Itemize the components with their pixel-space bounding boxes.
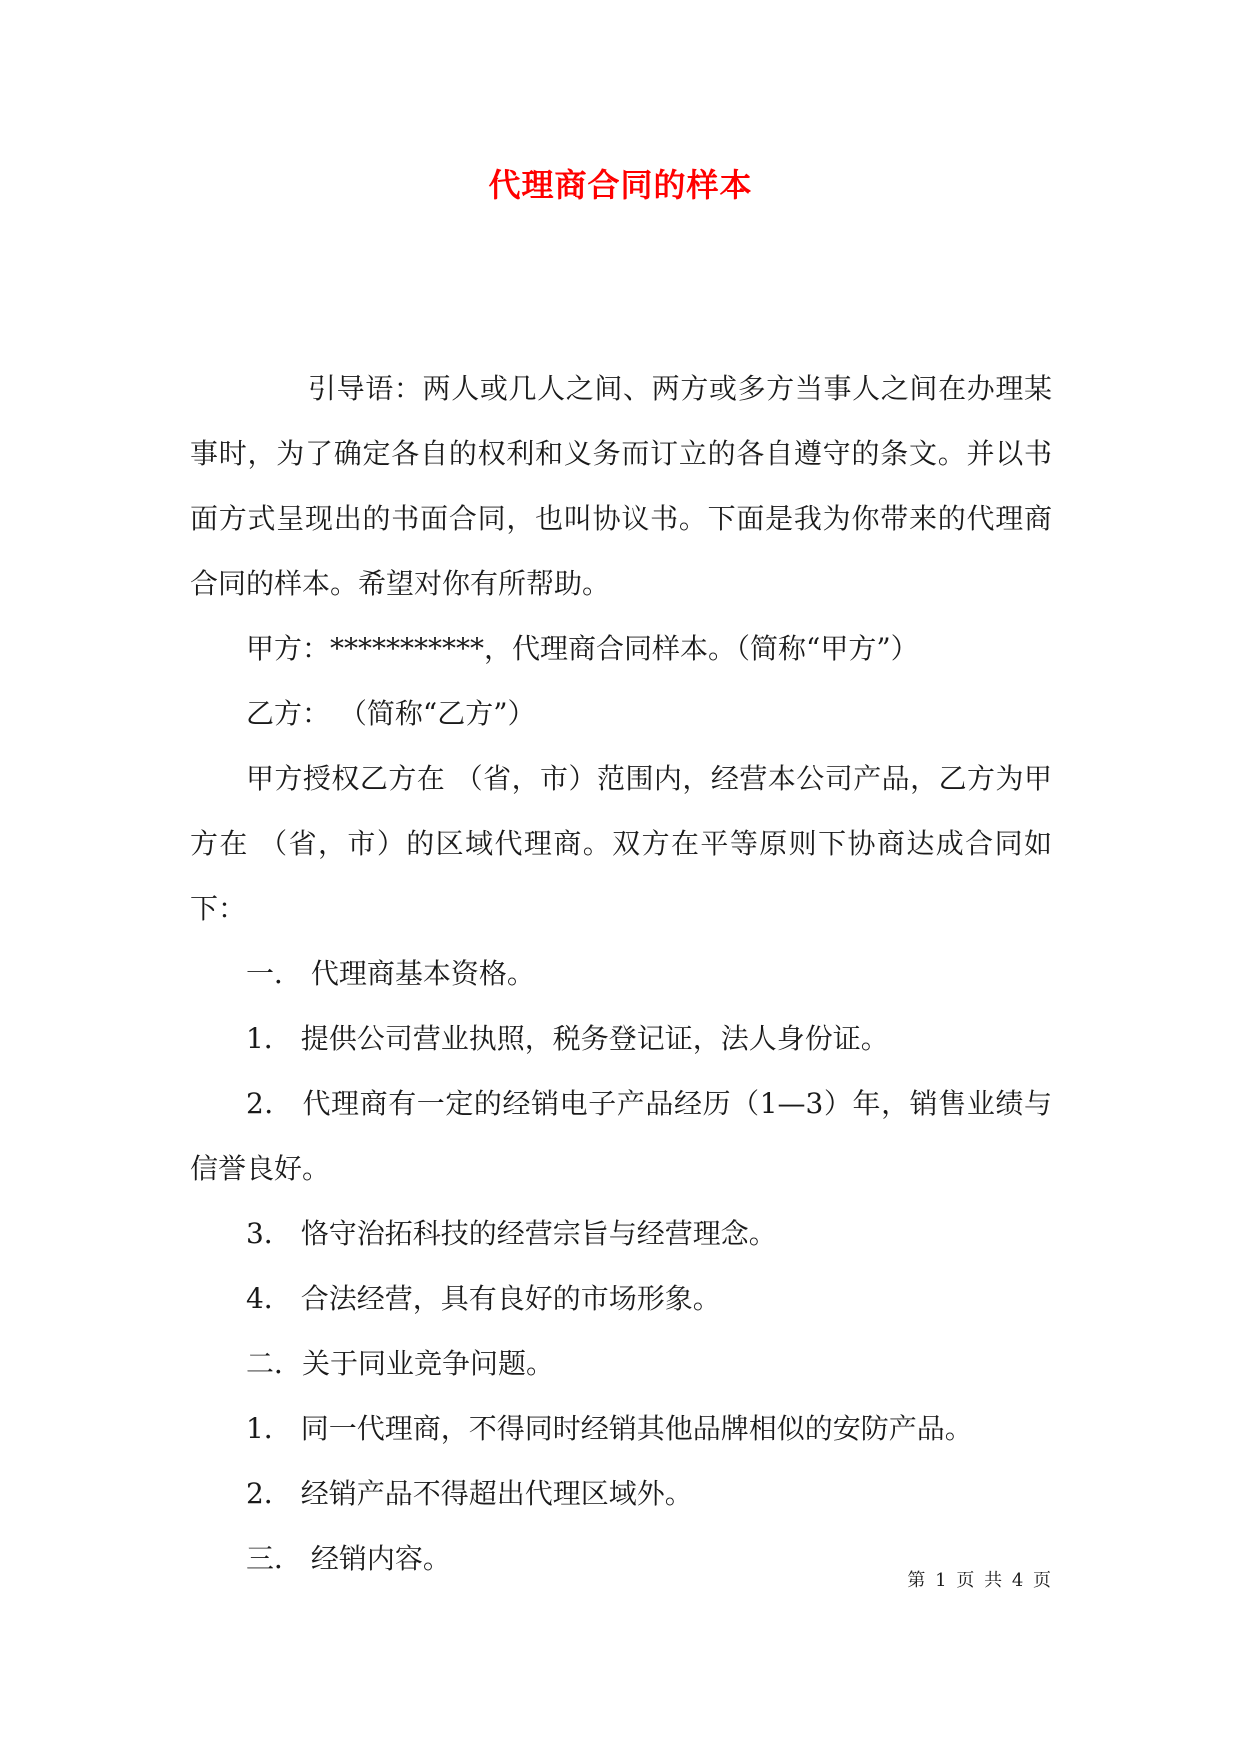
section-heading: 三． 经销内容。 [246,1542,451,1575]
footer-prefix: 第 [907,1570,928,1591]
document-title: 代理商合同的样本 [488,166,753,204]
party-a-line: 甲方：***********，代理商合同样本。（简称“甲方”） [246,632,919,665]
clause-item: 1． 提供公司营业执照，税务登记证，法人身份证。 [246,1022,889,1055]
intro-paragraph: 引导语：两人或几人之间、两方或多方当事人之间在办理某事时，为了确定各自的权利和义务而订立的各自遵守的条文。并以书面方式呈现出的书面合同，也叫协议书。下面是我为你带来的代理商合同的样本。希望对你有所帮助。 [190,372,1052,600]
footer-total-pages: 4 [1011,1570,1026,1591]
authorization-paragraph: 甲方授权乙方在 （省，市）范围内，经营本公司产品，乙方为甲方在 （省，市）的区域代理商。双方在平等原则下协商达成合同如下： [190,762,1052,925]
footer-suffix: 页 [1033,1570,1053,1591]
document-body [190,356,1052,1591]
clause-item: 4． 合法经营，具有良好的市场形象。 [246,1282,721,1315]
clause-item: 3． 恪守治拓科技的经营宗旨与经营理念。 [246,1217,777,1250]
section-heading: 二．关于同业竞争问题。 [246,1347,555,1380]
page-number-footer [907,1566,1053,1592]
clause-item: 2． 代理商有一定的经销电子产品经历（1—3）年，销售业绩与信誉良好。 [190,1087,1052,1185]
clause-item: 2． 经销产品不得超出代理区域外。 [246,1477,693,1510]
clause-item: 1． 同一代理商，不得同时经销其他品牌相似的安防产品。 [246,1412,973,1445]
section-heading: 一． 代理商基本资格。 [246,957,535,990]
party-b-line: 乙方： （简称“乙方”） [246,697,536,730]
footer-middle: 页 共 [956,1570,1005,1591]
footer-current-page: 1 [935,1570,949,1591]
